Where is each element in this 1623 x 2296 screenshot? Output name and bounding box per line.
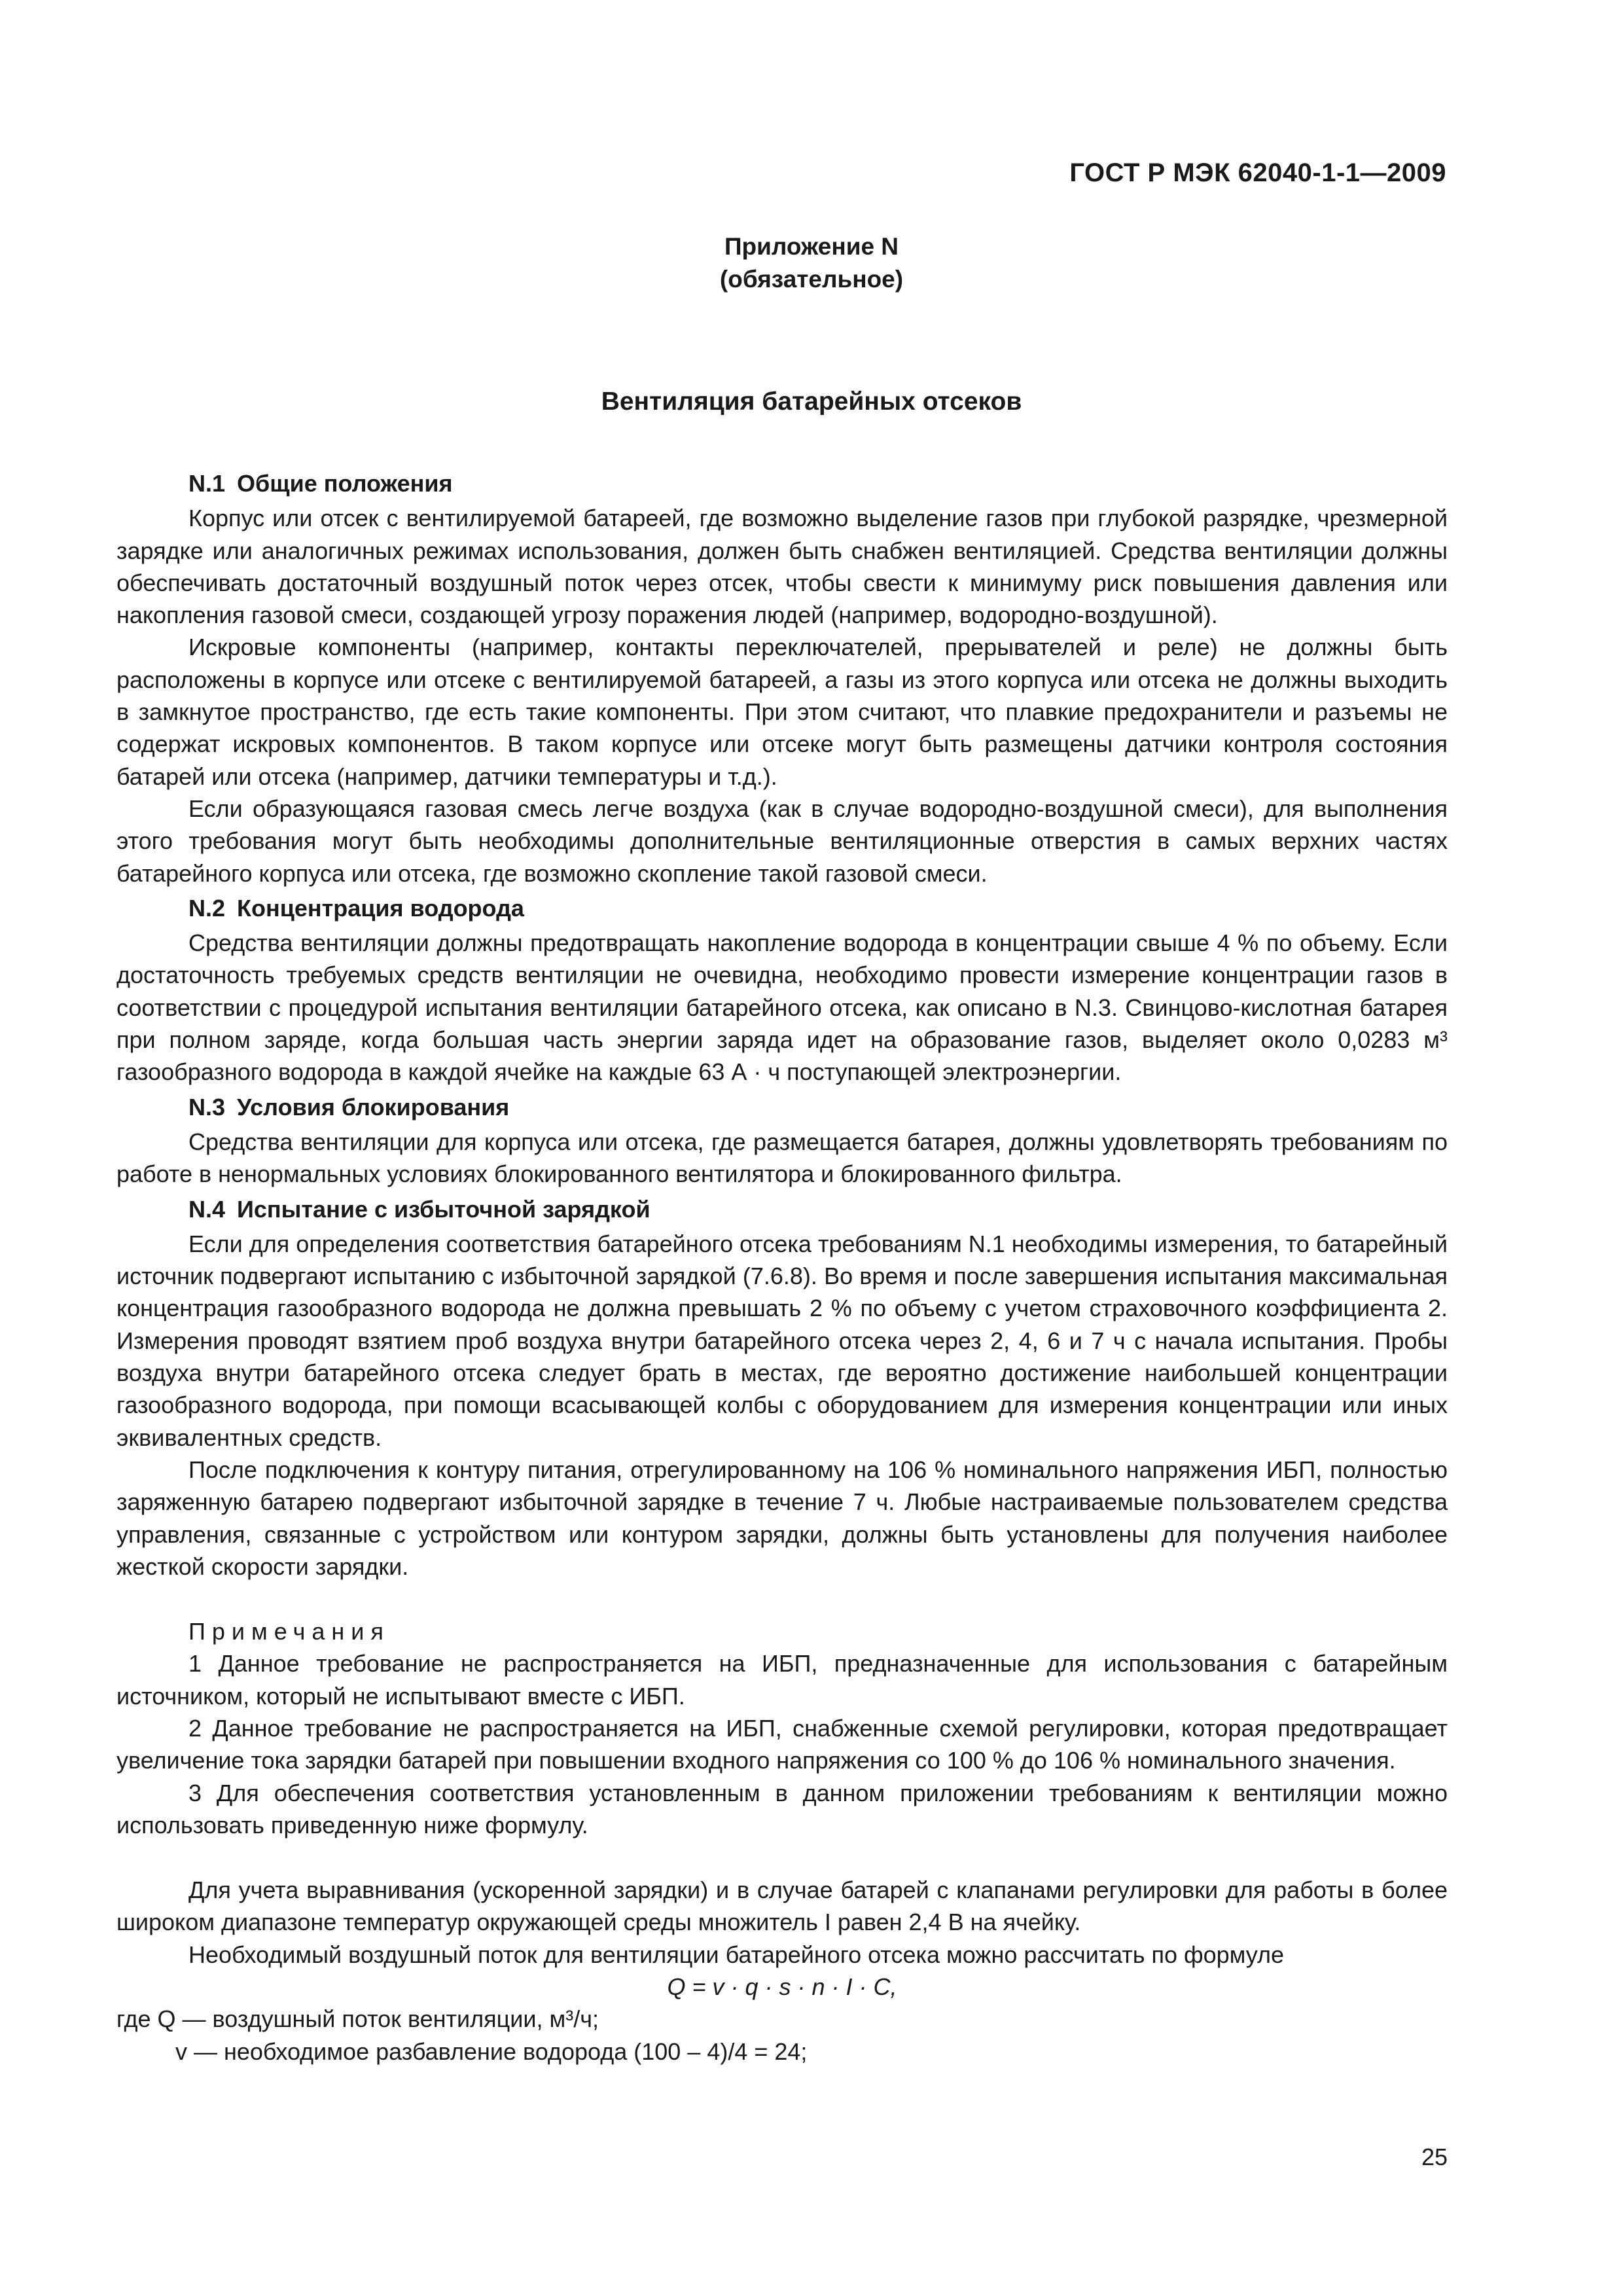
note-item: 1 Данное требование не распространяется на ИБП, предназначенные для использования с батарейным источником, который не испытывают вместе с ИБП. [116, 1650, 1448, 1710]
formula: Q = v · q · s · n · I · C, [667, 1973, 897, 2001]
paragraph: После подключения к контуру питания, отрегулированному на 106 % номинального напряжения ИБП, полностью заряженную батарею подвергают избыточной зарядке в течение 7 ч. Любые настраиваемые пользователем средства управления, связанные с устройством или контуром зарядки, должны быть установлены для получения наиболее жесткой скорости зарядки. [116, 1456, 1448, 1580]
annex-header [0, 230, 1623, 296]
paragraph: Если для определения соответствия батарейного отсека требованиям N.1 необходимы измерения, то батарейный источник подвергают испытанию с избыточной зарядкой (7.6.8). Во время и после завершения испытания максимальная концентрация газообразного водорода не должна превышать 2 % по объему с учетом страховочного коэффициента 2. Измерения проводят взятием проб воздуха внутри батарейного отсека через 2, 4, 6 и 7 ч с начала испытания. Пробы воздуха внутри батарейного отсека следует брать в местах, где вероятно достижение наибольшей концентрации газообразного водорода, при помощи всасывающей колбы с оборудованием для измерения концентрации или иных эквивалентных средств. [116, 1230, 1448, 1451]
page-number: 25 [1421, 2144, 1448, 2170]
notes-heading: Примечания [188, 1618, 390, 1645]
note-item: 2 Данное требование не распространяется на ИБП, снабженные схемой регулировки, которая предотвращает увеличение тока зарядки батарей при повышении входного напряжения со 100 % до 106 % номинального значения. [116, 1714, 1448, 1774]
section-heading: N.2 Концентрация водорода [188, 894, 524, 922]
paragraph: Необходимый воздушный поток для вентиляции батарейного отсека можно рассчитать по формуле [188, 1941, 1285, 1968]
standard-code: ГОСТ Р МЭК 62040-1-1—2009 [1069, 158, 1446, 187]
paragraph: Искровые компоненты (например, контакты переключателей, прерывателей и реле) не должны быть расположены в корпусе или отсеке с вентилируемой батареей, а газы из этого корпуса или отсека не должны выходить в замкнутое пространство, где есть такие компоненты. При этом считают, что плавкие предохранители и разъемы не содержат искровых компонентов. В таком корпусе или отсеке могут быть размещены датчики контроля состояния батарей или отсека (например, датчики температуры и т.д.). [116, 634, 1448, 790]
paragraph: Средства вентиляции для корпуса или отсека, где размещается батарея, должны удовлетворять требованиям по работе в ненормальных условиях блокированного вентилятора и блокированного фильтра. [116, 1128, 1448, 1188]
paragraph: Средства вентиляции должны предотвращать накопление водорода в концентрации свыше 4 % по объему. Если достаточность требуемых средств вентиляции не очевидна, необходимо провести измерение концентрации газов в соответствии с процедурой испытания вентиляции батарейного отсека, как описано в N.3. Свинцово-кислотная батарея при полном заряде, когда большая часть энергии заряда идет на образование газов, выделяет около 0,0283 м³ газообразного водорода в каждой ячейке на каждые 63 А · ч поступающей электроэнергии. [116, 929, 1448, 1086]
document-body [116, 465, 1448, 2068]
annex-title: Вентиляция батарейных отсеков [601, 387, 1022, 416]
note-item: 3 Для обеспечения соответствия установленным в данном приложении требованиям к вентиляции можно использовать приведенную ниже формулу. [116, 1779, 1448, 1839]
section-heading: N.4 Испытание с избыточной зарядкой [188, 1195, 651, 1223]
paragraph: Если образующаяся газовая смесь легче воздуха (как в случае водородно-воздушной смеси), для выполнения этого требования могут быть необходимы дополнительные вентиляционные отверстия в самых верхних частях батарейного корпуса или отсека, где возможно скопление такой газовой смеси. [116, 795, 1448, 887]
section-heading: N.3 Условия блокирования [188, 1093, 510, 1121]
where-clause: где Q — воздушный поток вентиляции, м³/ч; [116, 2005, 599, 2033]
annex-status: (обязательное) [719, 266, 904, 293]
paragraph: Корпус или отсек с вентилируемой батареей, где возможно выделение газов при глубокой разрядке, чрезмерной зарядке или аналогичных режимах использования, должен быть снабжен вентиляцией. Средства вентиляции должны обеспечивать достаточный воздушный поток через отсек, чтобы свести к минимуму риск повышения давления или накопления газовой смеси, создающей угрозу поражения людей (например, водородно-воздушной). [116, 505, 1448, 629]
section-heading: N.1 Общие положения [188, 470, 453, 497]
where-clause: v — необходимое разбавление водорода (100 – 4)/4 = 24; [175, 2037, 808, 2065]
annex-label: Приложение N [724, 233, 899, 260]
paragraph: Для учета выравнивания (ускоренной зарядки) и в случае батарей с клапанами регулировки для работы в более широком диапазоне температур окружающей среды множитель I равен 2,4 В на ячейку. [116, 1876, 1448, 1936]
